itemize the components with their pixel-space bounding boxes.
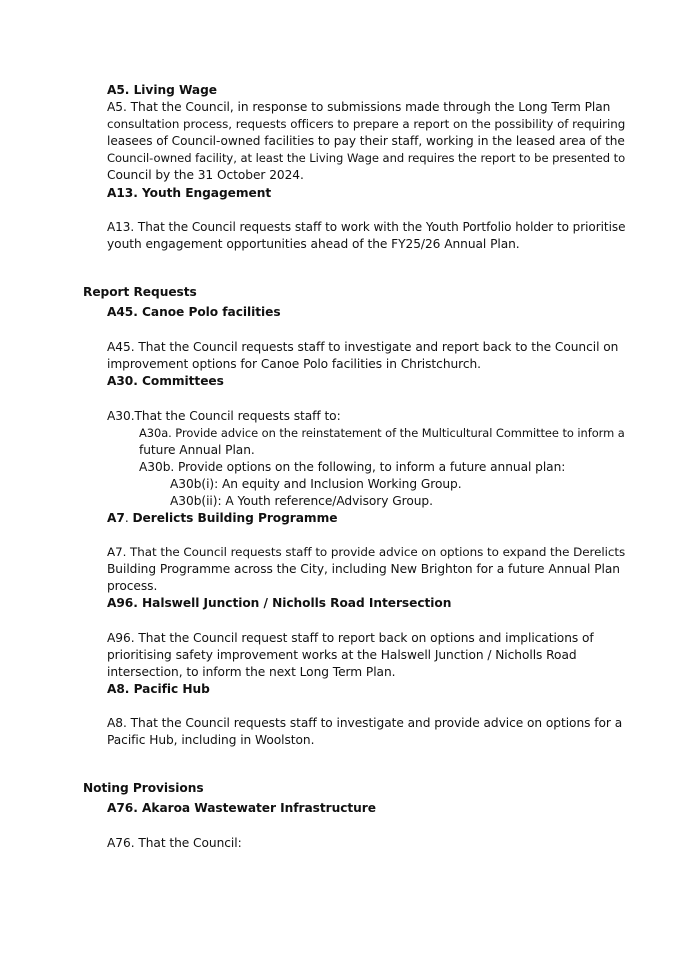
a13-text-line: A13. That the Council requests staff to work with the Youth Portfolio holder to prioritise xyxy=(107,220,626,234)
noting-provisions-heading: Noting Provisions xyxy=(83,781,204,795)
a8-text-line: A8. That the Council requests staff to investigate and provide advice on options for a xyxy=(107,716,623,730)
a7-heading xyxy=(107,510,337,527)
a7-heading-separator: . xyxy=(124,511,133,525)
a5-text-line: consultation process, requests officers to prepare a report on the possibility of requiring xyxy=(107,117,626,131)
a30b-ii-text: A30b(ii): A Youth reference/Advisory Group. xyxy=(170,494,433,508)
a30a-text-line: A30a. Provide advice on the reinstatement of the Multicultural Committee to inform a xyxy=(139,426,625,440)
a5-heading: A5. Living Wage xyxy=(107,83,217,97)
a5-text-line: Council-owned facility, at least the Living Wage and requires the report to be presented to xyxy=(107,151,626,165)
a45-text-line: A45. That the Council requests staff to investigate and report back to the Council on xyxy=(107,340,619,354)
a30-intro: A30.That the Council requests staff to: xyxy=(107,409,341,423)
a8-heading: A8. Pacific Hub xyxy=(107,682,210,696)
a30a-text-line: future Annual Plan. xyxy=(139,443,255,457)
a13-text-line: youth engagement opportunities ahead of the FY25/26 Annual Plan. xyxy=(107,237,520,251)
a96-heading: A96. Halswell Junction / Nicholls Road Intersection xyxy=(107,596,452,610)
a96-text-line: prioritising safety improvement works at the Halswell Junction / Nicholls Road xyxy=(107,648,577,662)
a76-text-line: A76. That the Council: xyxy=(107,836,242,850)
a45-text-line: improvement options for Canoe Polo facilities in Christchurch. xyxy=(107,357,482,371)
a5-text-line: A5. That the Council, in response to submissions made through the Long Term Plan xyxy=(107,100,611,114)
a7-text-line: process. xyxy=(107,579,158,593)
a30-heading: A30. Committees xyxy=(107,374,224,388)
a13-heading: A13. Youth Engagement xyxy=(107,186,272,200)
a30b-i-text: A30b(i): An equity and Inclusion Working Group. xyxy=(170,477,462,491)
a7-text-line: Building Programme across the City, including New Brighton for a future Annual Plan xyxy=(107,562,620,576)
a96-text-line: intersection, to inform the next Long Term Plan. xyxy=(107,665,396,679)
a96-text-line: A96. That the Council request staff to report back on options and implications of xyxy=(107,631,594,645)
a30b-text: A30b. Provide options on the following, to inform a future annual plan: xyxy=(139,460,566,474)
a5-text-line: Council by the 31 October 2024. xyxy=(107,168,304,182)
report-requests-heading: Report Requests xyxy=(83,285,197,299)
a7-heading-prefix: A7 xyxy=(107,511,125,525)
a45-heading: A45. Canoe Polo facilities xyxy=(107,305,281,319)
a7-text-line: A7. That the Council requests staff to provide advice on options to expand the Derelicts xyxy=(107,545,626,559)
a76-heading: A76. Akaroa Wastewater Infrastructure xyxy=(107,801,376,815)
a7-heading-title: Derelicts Building Programme xyxy=(132,511,338,525)
a5-text-line: leasees of Council-owned facilities to pay their staff, working in the leased area of the xyxy=(107,134,625,148)
a8-text-line: Pacific Hub, including in Woolston. xyxy=(107,733,315,747)
